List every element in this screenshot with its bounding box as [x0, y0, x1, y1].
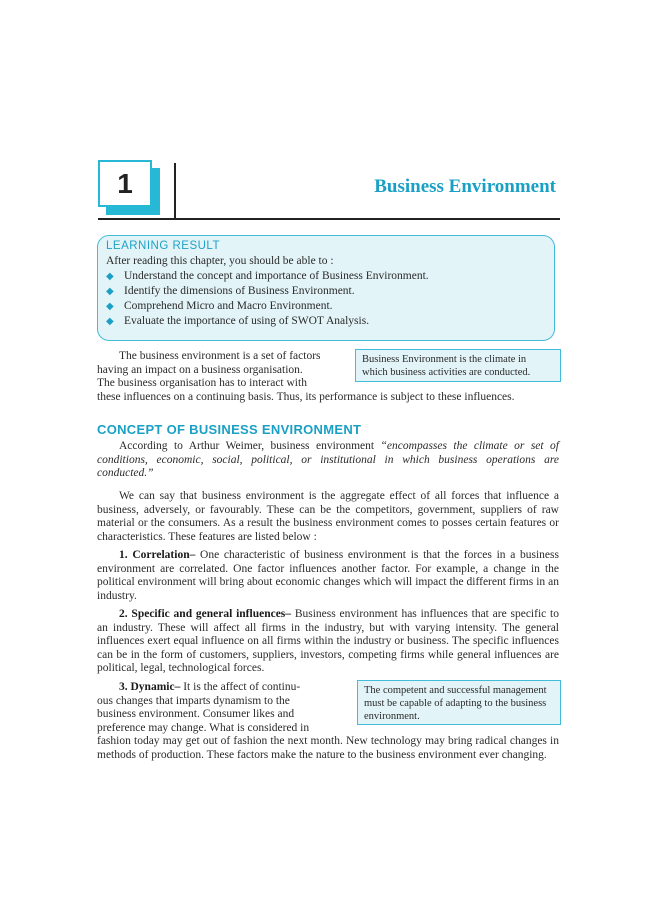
definition-sidebox: Business Environment is the climate in which business activities are conducted.: [355, 349, 561, 382]
learning-result-box: [97, 235, 555, 341]
learning-result-intro: After reading this chapter, you should be able to :: [106, 255, 334, 267]
header-divider-horizontal: [98, 218, 560, 220]
diamond-bullet-icon: ◆: [106, 301, 114, 312]
feature-dynamic-top: 3. Dynamic– It is the affect of continu- ous changes that imparts dynamism to the business environment. Consumer likes and preference may change. What is considered in: [97, 681, 310, 734]
list-item: ◆ Understand the concept and importance of Business Environment.: [106, 270, 429, 282]
diamond-bullet-icon: ◆: [106, 316, 114, 327]
management-sidebox: The competent and successful management must be capable of adapting to the business environment.: [357, 680, 561, 725]
feature-specific-general: 2. Specific and general influences– Business environment has influences that are specific to an industry. These will affect all firms in the industry, but with varying intensity. The general influences exert equal influence on all firms within the industry or business. The specific influences can be in the form of customers, suppliers, investors, competing firms while general influences are political, legal, technological forces.: [97, 608, 559, 674]
weimer-quote-paragraph: According to Arthur Weimer, business environment “encompasses the climate or set of conditions, economic, social, political, or institutional in which business operations are conducted.”: [97, 440, 559, 479]
chapter-title: Business Environment: [374, 176, 556, 197]
chapter-number: 1: [98, 160, 152, 207]
list-item: ◆ Identify the dimensions of Business Environment.: [106, 285, 355, 297]
header-divider-vertical: [174, 163, 176, 220]
diamond-bullet-icon: ◆: [106, 271, 114, 282]
intro-paragraph-rest: these influences on a continuing basis. Thus, its performance is subject to these influences.: [97, 391, 515, 403]
feature-dynamic-rest: fashion today may get out of fashion the next month. New technology may bring radical changes in methods of production. These factors make the nature to the business environment ever changing.: [97, 735, 559, 761]
intro-paragraph-top: The business environment is a set of factors having an impact on a business organisation. The business organisation has to interact with: [97, 350, 321, 389]
feature-correlation: 1. Correlation– One characteristic of business environment is that the forces in a business environment are correlated. One factor influences another factor. For example, a change in the political environment will bring about economic changes which will impact the different firms in an industry.: [97, 549, 559, 602]
section-heading: CONCEPT OF BUSINESS ENVIRONMENT: [97, 422, 362, 437]
list-item: ◆ Comprehend Micro and Macro Environment.: [106, 300, 333, 312]
aggregate-effect-paragraph: We can say that business environment is the aggregate effect of all forces that influence a business, adversely, or favourably. These can be the competitors, government, suppliers of raw material or the consumers. As a result the business environment comes to posses certain features or characteristics. These features are listed below :: [97, 490, 559, 543]
diamond-bullet-icon: ◆: [106, 286, 114, 297]
learning-result-title: LEARNING RESULT: [106, 240, 221, 252]
list-item: ◆ Evaluate the importance of using of SWOT Analysis.: [106, 315, 370, 327]
